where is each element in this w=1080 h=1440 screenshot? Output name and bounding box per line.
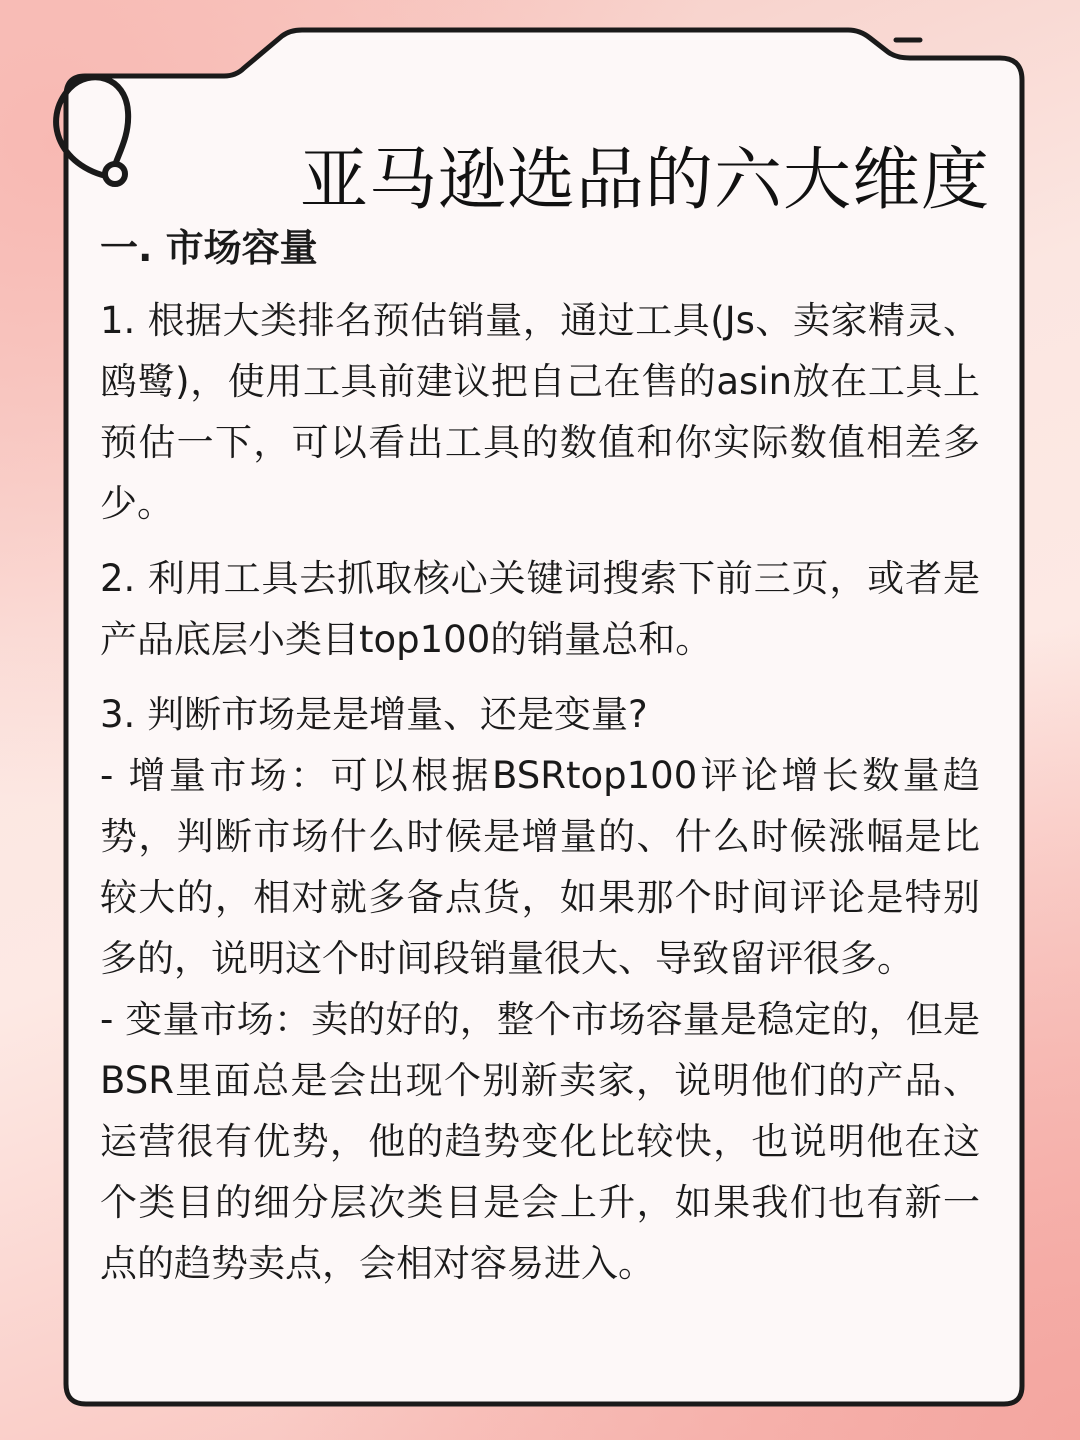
paragraph-3-question: 3. 判断市场是是增量、还是变量? [100, 693, 648, 736]
paragraph-1: 1. 根据大类排名预估销量，通过工具(Js、卖家精灵、鸥鹭)，使用工具前建议把自己在售的asin放在工具上预估一下，可以看出工具的数值和你实际数值相差多少。 [100, 299, 980, 525]
article-body [100, 218, 980, 1308]
tag-ring-icon [0, 0, 200, 220]
variable-market-item: - 变量市场：卖的好的，整个市场容量是稳定的，但是BSR里面总是会出现个别新卖家，说明他们的产品、运营很有优势，他的趋势变化比较快，也说明他在这个类目的细分层次类目是会上升，如果我们也有新一点的趋势卖点，会相对容易进入。 [100, 998, 980, 1285]
paragraph-2: 2. 利用工具去抓取核心关键词搜索下前三页，或者是产品底层小类目top100的销量总和。 [100, 557, 980, 661]
incremental-market-item: - 增量市场：可以根据BSRtop100评论增长数量趋势，判断市场什么时候是增量的、什么时候涨幅是比较大的，相对就多备点货，如果那个时间评论是特别多的，说明这个时间段销量很大、导致留评很多。 [100, 754, 980, 980]
paragraph-3 [100, 684, 980, 1294]
section-heading: 一. 市场容量 [100, 226, 318, 270]
page-title: 亚马逊选品的六大维度 [300, 140, 991, 220]
